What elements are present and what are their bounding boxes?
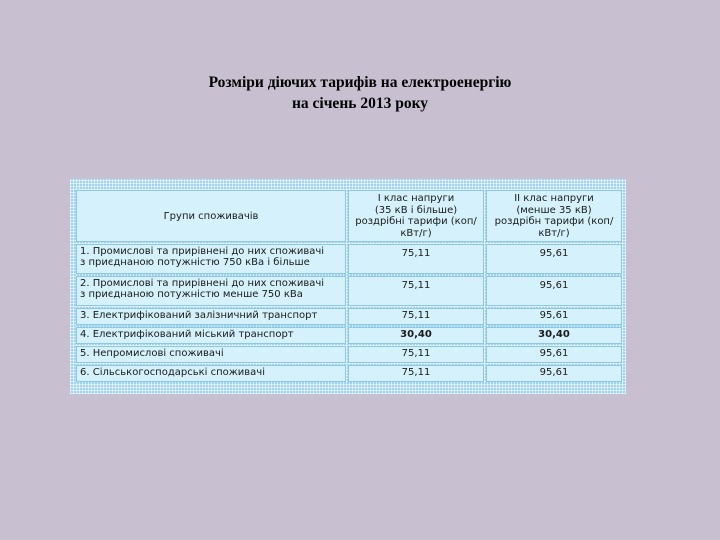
row-consumer-group xyxy=(76,244,346,274)
row-consumer-group xyxy=(76,346,346,363)
row-tariff-class-1: 75,11 xyxy=(348,276,484,306)
header-class-2-line: роздрібн тарифи (коп/ xyxy=(494,216,614,227)
title-line-1: Розміри діючих тарифів на електроенергію xyxy=(208,74,512,91)
row-consumer-group xyxy=(76,365,346,382)
table-row xyxy=(76,244,622,274)
tariff-table-container xyxy=(70,179,626,394)
row-name-line: з приєднаною потужністю 750 кВа і більше xyxy=(80,257,310,268)
row-tariff-class-2: 30,40 xyxy=(486,327,622,344)
row-tariff-class-2: 95,61 xyxy=(486,244,622,274)
row-name-line: 3. Електрифікований залізничний транспорт xyxy=(80,310,318,321)
row-tariff-class-1: 75,11 xyxy=(348,244,484,274)
row-consumer-group xyxy=(76,327,346,344)
header-class-1-line: (35 кВ і більше) xyxy=(374,204,458,216)
header-class-1 xyxy=(348,190,484,242)
header-class-1-line: кВт/г) xyxy=(400,227,432,239)
header-class-1-line: I клас напруги xyxy=(377,193,455,204)
header-class-1-line: роздрібні тарифи (коп/ xyxy=(355,216,477,227)
row-tariff-class-1: 30,40 xyxy=(348,327,484,344)
row-tariff-class-1: 75,11 xyxy=(348,365,484,382)
row-consumer-group xyxy=(76,308,346,325)
table-row xyxy=(76,308,622,325)
table-row xyxy=(76,346,622,363)
row-name-line: з приєднаною потужністю менше 750 кВа xyxy=(80,289,303,300)
row-tariff-class-2: 95,61 xyxy=(486,308,622,325)
header-class-2-line: (менше 35 кВ) xyxy=(516,204,592,216)
row-name-line: 6. Сільськогосподарські споживачі xyxy=(80,367,265,378)
table-row xyxy=(76,276,622,306)
row-tariff-class-1: 75,11 xyxy=(348,346,484,363)
row-name-line: 2. Промислові та прирівнені до них споживачі xyxy=(80,278,325,289)
row-name-line: 5. Непромислові споживачі xyxy=(80,348,224,359)
row-tariff-class-1: 75,11 xyxy=(348,308,484,325)
page-title xyxy=(0,72,720,114)
row-consumer-group xyxy=(76,276,346,306)
table-row xyxy=(76,365,622,382)
header-consumer-groups: Групи споживачів xyxy=(76,190,346,242)
row-name-line: 1. Промислові та прирівнені до них споживачі xyxy=(80,246,325,257)
table-row xyxy=(76,327,622,344)
tariff-table xyxy=(74,188,624,384)
title-line-2: на січень 2013 року xyxy=(291,95,429,112)
row-tariff-class-2: 95,61 xyxy=(486,346,622,363)
row-tariff-class-2: 95,61 xyxy=(486,276,622,306)
row-tariff-class-2: 95,61 xyxy=(486,365,622,382)
header-class-2-line: II клас напруги xyxy=(514,193,594,204)
table-header-row xyxy=(76,190,622,242)
header-class-2 xyxy=(486,190,622,242)
header-class-2-line: кВт/г) xyxy=(538,227,570,239)
row-name-line: 4. Електрифікований міський транспорт xyxy=(80,329,294,340)
